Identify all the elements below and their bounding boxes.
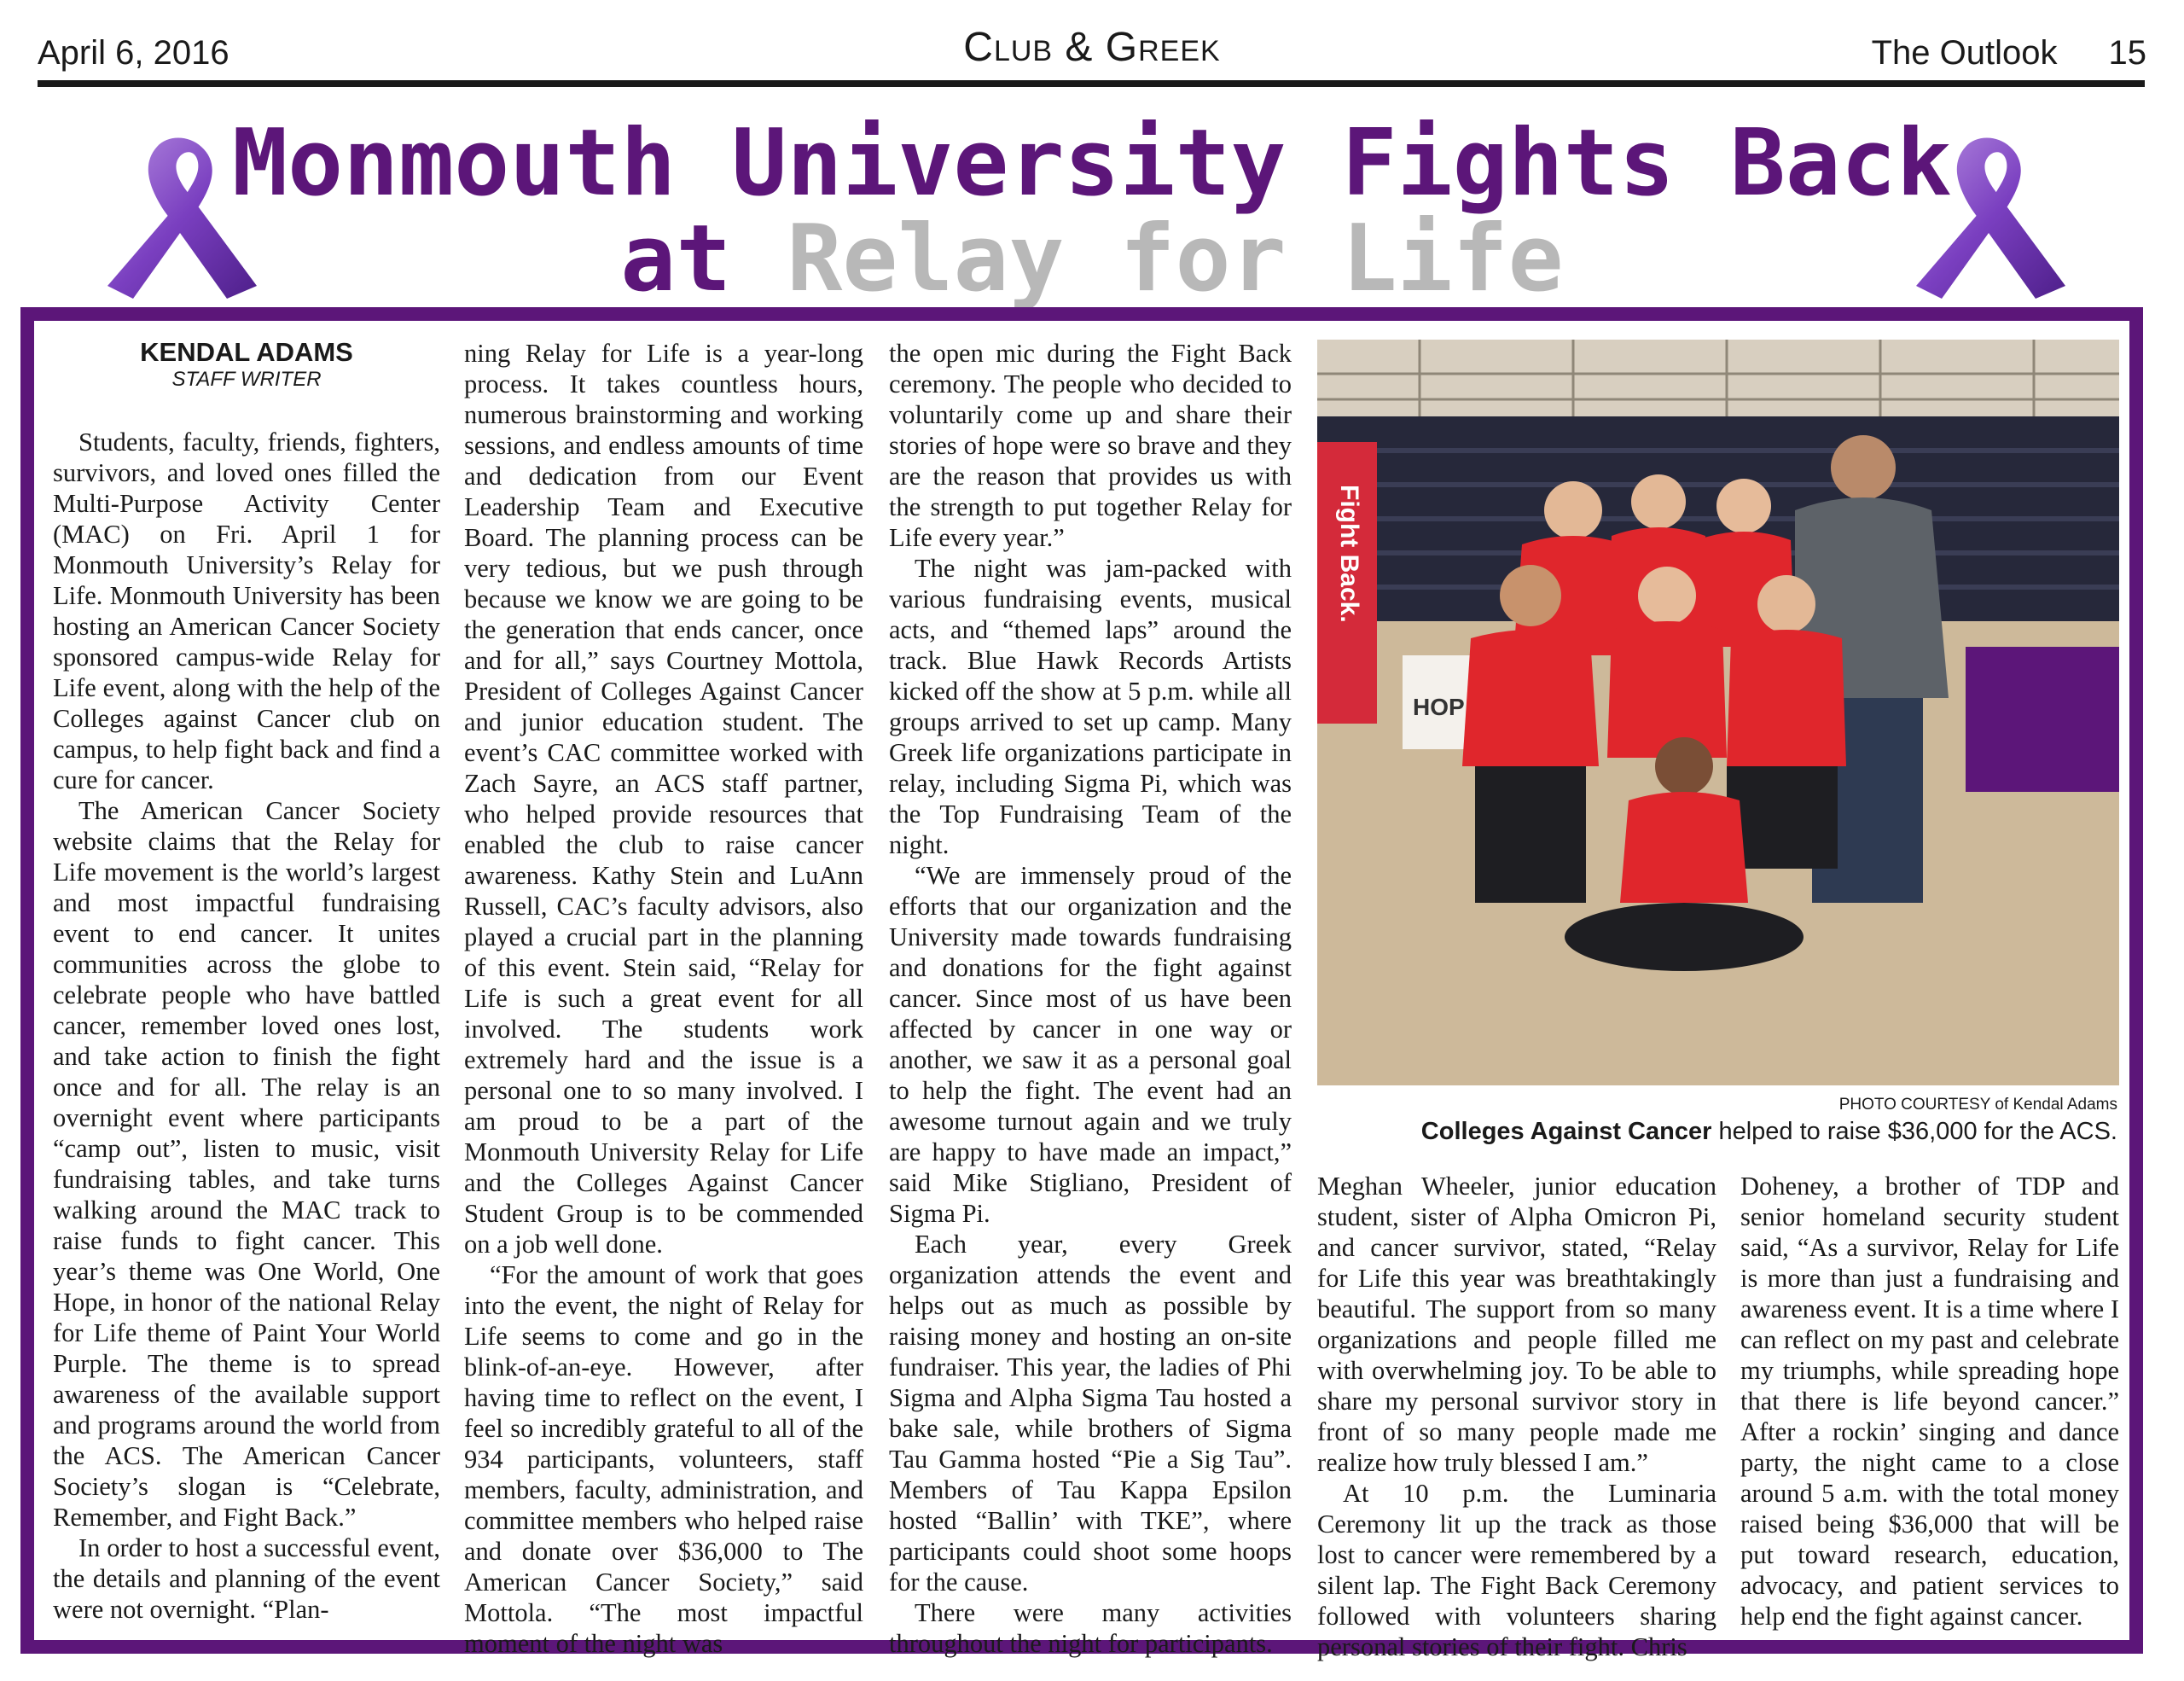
section-title: Club & Greek — [963, 25, 1221, 70]
paragraph: The night was jam-packed with various fundraising events, musical acts, and “themed laps” around the track. Blue Hawk Records Artists kicked off the show at 5 p.m. while all groups arrived to set up camp. Many Greek life organizations participate in relay, including Sigma Pi, which was the Top Fundraising Team of the night. — [889, 554, 1292, 859]
paragraph: Doheney, a brother of TDP and senior homeland security student said, “As a survivor, Relay for Life is more than just a fundraising and awareness event. It is a time where I can reflect on my past and celebrate my triumphs, while spreading hope that there is life beyond cancer.” After a rockin’ singing and dance party, the night came to a close around 5 a.m. with the total money raised being $36,000 that will be put toward research, education, advocacy, and patient services to help end the fight against cancer. — [1740, 1172, 2119, 1631]
headline-event: Relay for Life — [787, 206, 1564, 312]
paper-info — [1872, 34, 2146, 73]
page-number: 15 — [2108, 34, 2146, 72]
photo-credit: PHOTO COURTESY of Kendal Adams — [1838, 1096, 2117, 1114]
article-column-4 — [1317, 1171, 1716, 1662]
issue-date: April 6, 2016 — [38, 34, 229, 72]
byline-author: KENDAL ADAMS — [140, 337, 353, 367]
paragraph: “For the amount of work that goes into the event, the night of Relay for Life seems to come and go in the blink-of-an-eye. However, after having time to reflect on the event, I feel so incredibly grateful to all of the 934 participants, volunteers, staff members, faculty, administration, and committee members who helped raise and donate over $36,000 to The American Cancer Society,” said Mottola. “The most impactful moment of the night was — [464, 1260, 863, 1658]
photo-sign-text: HOP — [1413, 694, 1465, 720]
paragraph: Each year, every Greek organization attends the event and helps out as much as possible by raising money and hosting an on-site fundraiser. This year, the ladies of Phi Sigma and Alpha Sigma Tau hosted a bake sale, while brothers of Sigma Tau Gamma hosted “Pie a Sig Tau”. Members of Tau Kappa Epsilon hosted “Ballin’ with TKE”, where participants could shoot some hoops for the cause. — [889, 1230, 1292, 1597]
caption-bold: Colleges Against Cancer — [1420, 1118, 1712, 1145]
paragraph: “We are immensely proud of the efforts that our organization and the University made towards fundraising and donations for the fight against cancer. Since most of us have been affected by cancer in one way or another, we saw it as a personal goal to help the fight. The event had an awesome turnout again and we truly are happy to have made an impact,” said Mike Stigliano, President of Sigma Pi. — [889, 861, 1292, 1228]
paragraph: the open mic during the Fight Back ceremony. The people who decided to voluntarily come up and share their stories of hope were so brave and they are the reason that provides us with the strength to put together Relay for Life every year.” — [889, 339, 1292, 552]
headline-prefix: at — [620, 206, 732, 312]
paragraph: The American Cancer Society website claims that the Relay for Life movement is the world’s largest and most impactful fundraising event to end cancer. It unites communities across the globe to celebrate people who have battled cancer, remember loved ones lost, and take action to finish the fight once and for all. The relay is an overnight event where participants “camp out”, listen to music, visit fundraising tables, and take turns walking around the MAC track to raise funds to fight cancer. This year’s theme was One World, One Hope, in honor of the national Relay for Life theme of Paint Your World Purple. The theme is to spread awareness of the available support and programs around the world from the ACS. The American Cancer Society’s slogan is “Celebrate, Remember, and Fight Back.” — [53, 796, 440, 1532]
paragraph: There were many activities throughout the night for participants. — [889, 1598, 1292, 1658]
paragraph: Students, faculty, friends, fighters, survivors, and loved ones filled the Multi-Purpose Activity Center (MAC) on Fri. April 1 for Monmouth University’s Relay for Life. Monmouth University has been hosting an American Cancer Society sponsored campus-wide Relay for Life event, along with the help of the Colleges against Cancer club on campus, to help fight back and find a cure for cancer. — [53, 428, 440, 794]
article-column-3 — [889, 338, 1292, 1659]
paragraph: In order to host a successful event, the details and planning of the event were not overnight. “Plan- — [53, 1533, 440, 1624]
headline-line-2 — [0, 206, 2184, 312]
paragraph: At 10 p.m. the Luminaria Ceremony lit up the track as those lost to cancer were remembered by a silent lap. The Fight Back Ceremony followed with volunteers sharing personal stories of their fight. Chris — [1317, 1479, 1716, 1661]
paragraph: ning Relay for Life is a year-long process. It takes countless hours, numerous brainstorming and working sessions, and endless amounts of time and dedication from our Event Leadership Team and Executive Board. The planning process can be very tedious, but we push through because we know we are going to be the generation that ends cancer, once and for all,” says Courtney Mottola, President of Colleges Against Cancer and junior education student. The event’s CAC committee worked with Zach Sayre, an ACS staff partner, who helped provide resources that enabled the club to raise cancer awareness. Kathy Stein and LuAnn Russell, CAC’s faculty advisors, also played a crucial part in the planning of this event. Stein said, “Relay for Life is such a great event for all involved. The students work extremely hard and the issue is a personal one to so many involved. I am proud to be a part of the Monmouth University Relay for Life and the Colleges Against Cancer Student Group is to be commended on a job well done. — [464, 339, 863, 1259]
event-photo — [1317, 340, 2119, 1085]
byline-role: STAFF WRITER — [171, 368, 322, 391]
paper-name: The Outlook — [1871, 34, 2058, 72]
caption-rest: helped to raise $36,000 for the ACS. — [1711, 1118, 2117, 1145]
article-headline — [0, 110, 2184, 312]
photo-caption — [1317, 1118, 2117, 1146]
article-column-2 — [464, 338, 863, 1659]
article-column-1 — [53, 338, 440, 1625]
paragraph: Meghan Wheeler, junior education student, sister of Alpha Omicron Pi, and cancer survivor, stated, “Relay for Life this year was breathtakingly beautiful. The support from so many organizations and people filled me with overwhelming joy. To be able to share my personal survivor story in front of so many people made me realize how truly blessed I am.” — [1317, 1172, 1716, 1477]
headline-line-1: Monmouth University Fights Back — [232, 110, 1952, 217]
article-column-5 — [1740, 1171, 2119, 1632]
masthead-rule — [38, 80, 2145, 87]
photo-banner-text: Fight Back. — [1335, 485, 1363, 623]
group-photo-image — [1317, 340, 2119, 1085]
